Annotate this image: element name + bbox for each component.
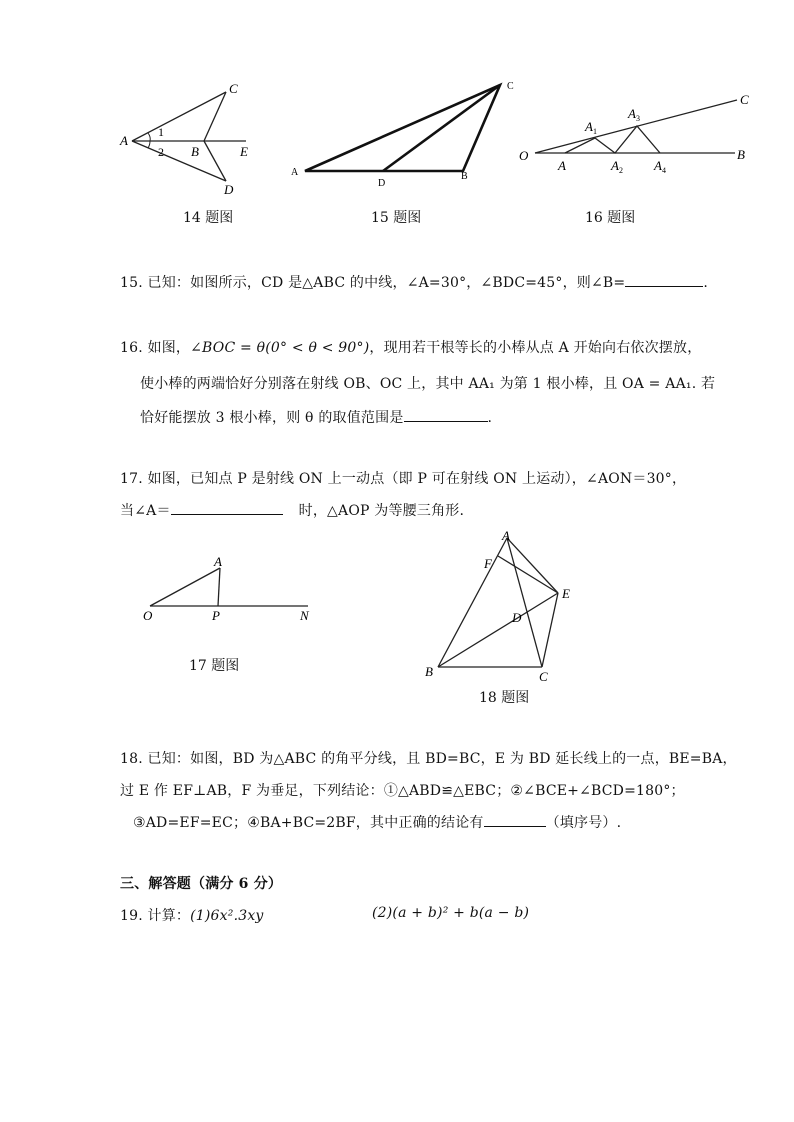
label-b: B [425,664,433,679]
label-b: B [461,171,468,182]
q16-l3-a: 恰好能摆放 3 根小棒，则 θ 的取值范围是 [140,410,404,426]
caption-14: 14 题图 [183,210,234,226]
segment-bd [204,141,226,181]
label-e: E [240,144,248,159]
figure-16 [515,88,765,180]
label-d: D [378,178,386,189]
label-1: 1 [158,125,164,139]
segment-oa [150,568,220,606]
label-a: A [214,554,222,569]
label-2: 2 [158,145,164,159]
label-o: O [143,608,153,623]
label-d: D [224,182,234,197]
q17-answer-blank[interactable] [171,502,283,515]
question-18-line-2: 过 E 作 EF⊥AB，F 为垂足，下列结论：①△ABD≌△EBC；②∠BCE+∠BCD=180°； [120,783,685,799]
label-c: C [507,81,514,92]
label-a3: $A_3$ [628,106,640,123]
question-17-line-1: 17. 如图，已知点 P 是射线 ON 上一动点（即 P 可在射线 ON 上运动），∠AON＝30°， [120,471,687,487]
label-b: B [191,144,199,159]
question-18-line-3 [133,812,621,832]
caption-16: 16 题图 [585,210,636,226]
figure-15 [285,74,525,194]
question-19 [120,905,264,925]
caption-17: 17 题图 [189,658,240,674]
q18-l3-a: ③AD=EF=EC；④BA+BC=2BF，其中正确的结论有 [133,815,484,831]
label-o: O [519,148,529,163]
angle-arc-2 [148,141,150,148]
figure-18 [420,528,590,683]
q19-part-1: (1)6x².3xy [190,908,264,924]
q18-l3-b: （填序号）. [545,815,622,831]
segment-bc [204,92,226,141]
segment-ap [218,568,220,606]
label-n: N [300,608,309,623]
segment-ad [132,141,226,181]
q17-l2-b: 时，△AOP 为等腰三角形. [298,503,465,519]
label-c: C [539,669,548,683]
label-e: E [562,586,570,601]
label-d: D [512,610,522,625]
segment-ac [132,92,226,141]
label-a2: $A_2$ [611,158,623,175]
segment-ab [438,538,507,667]
caption-15: 15 题图 [371,210,422,226]
angle-arc-1 [148,133,150,141]
label-a: A [502,528,510,543]
label-a1: $A_1$ [585,119,597,136]
question-17-line-2 [120,500,464,520]
q19-label: 19. 计算： [120,908,191,924]
segment-be [438,593,558,667]
q15-answer-blank[interactable] [625,274,703,287]
q16-l1-b: ，现用若干根等长的小棒从点 A 开始向右依次摆放， [369,340,702,356]
q19-part-2: (2)(a + b)² + b(a − b) [372,905,530,921]
label-a: A [291,167,299,178]
label-c: C [740,92,749,107]
question-16-line-3 [140,407,492,427]
question-15 [120,272,708,292]
q18-answer-blank[interactable] [484,814,546,827]
sticks [565,126,660,153]
label-a: A [558,158,566,173]
figure-14 [118,78,258,198]
label-a: A [120,133,128,148]
label-p: P [212,608,220,623]
q16-l3-end: . [487,410,493,426]
question-16-line-2: 使小棒的两端恰好分别落在射线 OB、OC 上，其中 AA₁ 为第 1 根小棒，且 OA = AA₁. 若 [140,376,716,392]
caption-18: 18 题图 [479,690,530,706]
section-3-title: 三、解答题（满分 6 分） [120,876,283,892]
q15-text: 15. 已知：如图所示，CD 是△ABC 的中线，∠A=30°，∠BDC=45°，则∠B= [120,275,626,291]
figure-17 [140,552,320,627]
q17-l2-a: 当∠A＝ [120,503,171,519]
q15-end: . [703,275,708,291]
label-f: F [484,556,492,571]
label-c: C [229,81,238,96]
question-16-line-1 [120,337,701,357]
question-18-line-1: 18. 已知：如图，BD 为△ABC 的角平分线，且 BD=BC，E 为 BD 延长线上的一点，BE=BA， [120,751,737,767]
label-a4: $A_4$ [654,158,666,175]
label-b: B [737,147,745,162]
q16-condition: ∠BOC = θ(0° < θ < 90°) [190,340,370,356]
segment-ce [542,593,558,667]
q16-answer-blank[interactable] [404,409,488,422]
q16-l1-a: 16. 如图， [120,340,191,356]
